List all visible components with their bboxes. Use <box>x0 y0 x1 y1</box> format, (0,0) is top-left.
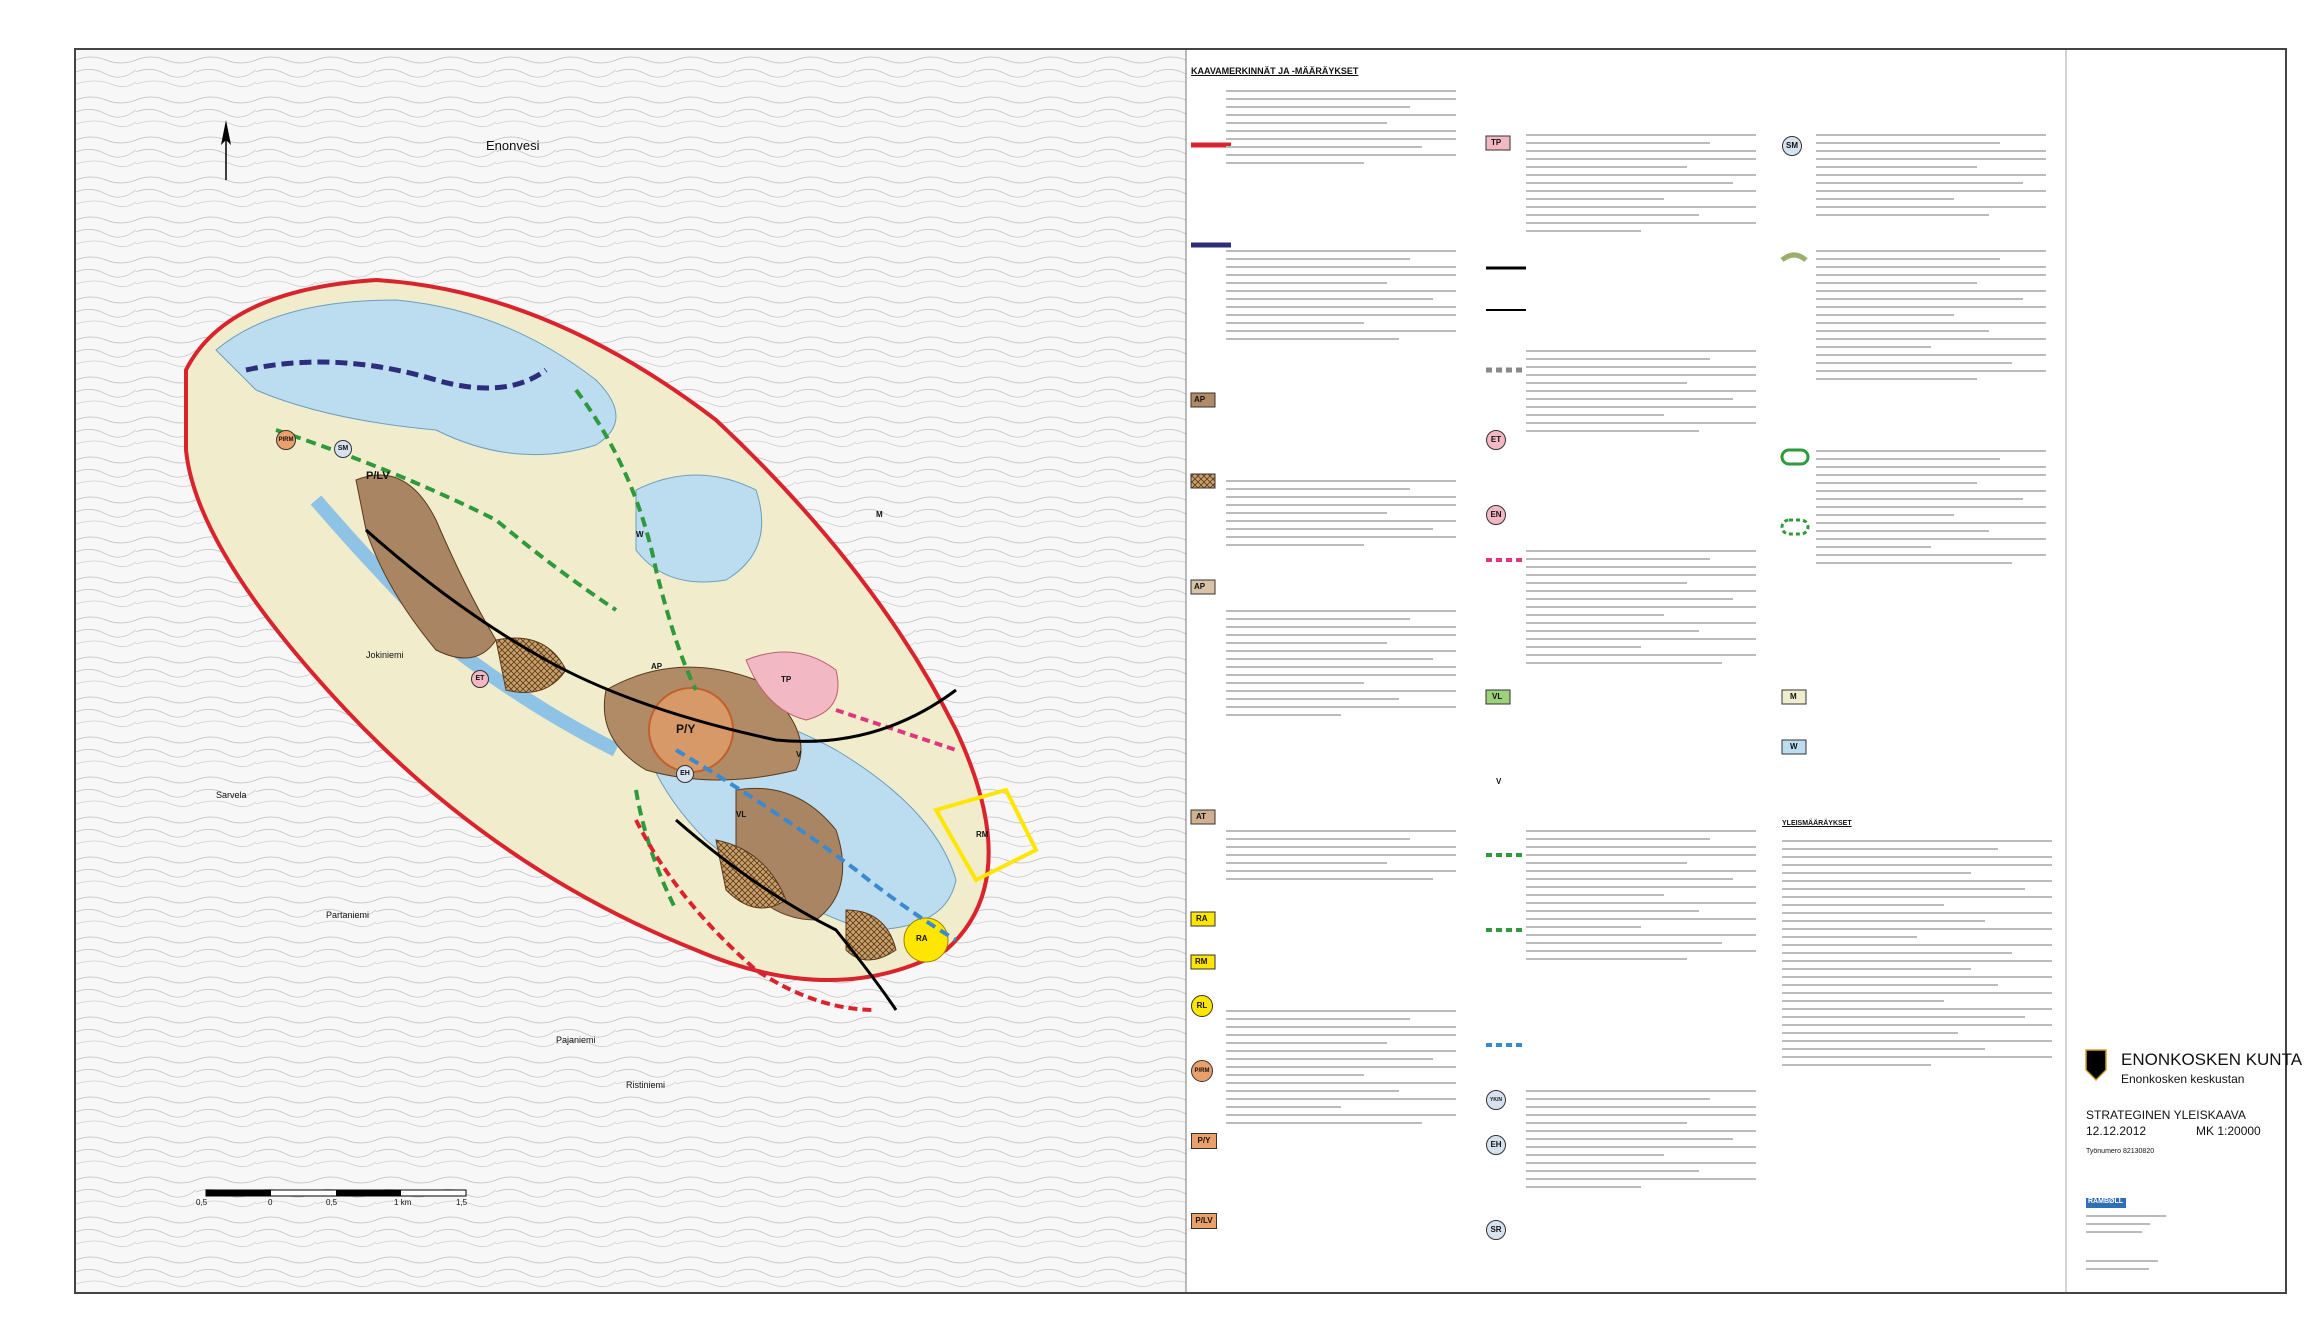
map-canvas[interactable] <box>76 50 2285 1292</box>
place-label-2: Partaniemi <box>326 910 370 920</box>
label-et[interactable]: ET <box>471 670 489 688</box>
legend-sym-piy: P/Y <box>1191 1133 1217 1149</box>
scale-label-3: 1 km <box>394 1198 412 1207</box>
legend-sym-tp: TP <box>1491 138 1502 147</box>
place-label-4: Pajaniemi <box>556 1035 596 1045</box>
legend-sym-sm: SM <box>1782 136 1802 156</box>
label-tp[interactable]: TP <box>781 675 792 684</box>
scale-bar-fill-2 <box>336 1190 401 1196</box>
legend-sym-en: EN <box>1486 505 1506 525</box>
plan-date: 12.12.2012 <box>2086 1124 2147 1138</box>
legend-sym-rm: RM <box>1195 957 1208 966</box>
company-name: RAMBØLL <box>2088 1198 2123 1205</box>
titleblock-company-address <box>2086 1215 2166 1239</box>
legend-sym-ra: RA <box>1196 914 1208 923</box>
legend-olive-outline <box>1782 255 1806 260</box>
legend-col2-text-3 <box>1526 550 1756 670</box>
legend-green-outline-2 <box>1782 520 1808 534</box>
label-vl[interactable]: VL <box>736 810 747 819</box>
legend-sym-sr: SR <box>1486 1220 1506 1240</box>
plan-area-name: Enonkosken keskustan <box>2121 1072 2245 1086</box>
place-label-lake: Enonvesi <box>486 138 540 153</box>
legend-col2-text-5 <box>1526 1090 1756 1194</box>
plan-scale: MK 1:20000 <box>2196 1124 2261 1138</box>
legend-sym-at: AT <box>1196 812 1207 821</box>
legend-sym-m: M <box>1790 692 1797 701</box>
legend-sym-w: W <box>1790 742 1798 751</box>
scale-label-1: 0 <box>268 1198 273 1207</box>
label-m[interactable]: M <box>876 510 883 519</box>
legend-sym-pilv: P/LV <box>1191 1213 1217 1229</box>
scale-bar-fill <box>206 1190 271 1196</box>
legend-green-outline <box>1782 450 1808 464</box>
legend-col3-text-3 <box>1816 450 2046 570</box>
legend-sym-rl: RL <box>1191 995 1213 1017</box>
label-v[interactable]: V <box>796 750 802 759</box>
label-w[interactable]: W <box>636 530 644 539</box>
legend-col1-text-2 <box>1226 250 1456 346</box>
label-pirm[interactable]: PIRM <box>276 430 296 450</box>
legend-sym-et: ET <box>1486 430 1506 450</box>
legend-sym-ykn: YK/N <box>1486 1090 1506 1110</box>
work-number: Työnumero 82130820 <box>2086 1148 2155 1155</box>
legend-sym-ap: AP <box>1194 395 1206 404</box>
place-label-1: Jokiniemi <box>366 650 404 660</box>
municipality-name: ENONKOSKEN KUNTA <box>2121 1050 2303 1069</box>
legend-col2-text-4 <box>1526 830 1756 966</box>
legend-col2-text-2 <box>1526 350 1756 438</box>
label-ra[interactable]: RA <box>916 934 928 943</box>
legend-general-heading: YLEISMÄÄRÄYKSET <box>1782 820 1852 827</box>
scale-label-0: 0,5 <box>196 1198 208 1207</box>
legend-col1-text-4 <box>1226 610 1456 722</box>
plan-name: STRATEGINEN YLEISKAAVA <box>2086 1108 2246 1122</box>
legend-sym-vl: VL <box>1492 692 1503 701</box>
legend-col2-text <box>1526 134 1756 238</box>
legend-col3-text-2 <box>1816 250 2046 386</box>
municipality-crest-icon <box>2086 1050 2106 1080</box>
legend-heading: KAAVAMERKINNÄT JA -MÄÄRÄYKSET <box>1191 66 1359 76</box>
legend-sym-v: V <box>1496 777 1502 786</box>
legend-sym-pirm: P/RM <box>1191 1060 1213 1082</box>
label-rm[interactable]: RM <box>976 830 989 839</box>
scale-label-4: 1,5 <box>456 1198 468 1207</box>
legend-sym-ap2: AP <box>1194 582 1206 591</box>
legend-box-ap2 <box>1191 474 1215 488</box>
label-pilv[interactable]: P/LV <box>366 470 390 482</box>
map-sheet <box>74 48 2303 1294</box>
label-eh[interactable]: EH <box>676 765 694 783</box>
scale-label-2: 0,5 <box>326 1198 338 1207</box>
label-ap[interactable]: AP <box>651 662 663 671</box>
legend-col1-text-3 <box>1226 480 1456 552</box>
legend-col3-text-4 <box>1782 840 2052 1072</box>
label-sm[interactable]: SM <box>334 440 352 458</box>
legend-sym-eh: EH <box>1486 1135 1506 1155</box>
place-label-3: Sarvela <box>216 790 247 800</box>
titleblock-signatures <box>2086 1260 2266 1276</box>
legend-col1-text <box>1226 90 1456 170</box>
legend-col3-text <box>1816 134 2046 222</box>
legend-col1-text-6 <box>1226 1010 1456 1130</box>
legend-col1-text-5 <box>1226 830 1456 886</box>
place-label-5: Ristiniemi <box>626 1080 666 1090</box>
label-piy[interactable]: P/Y <box>676 722 696 736</box>
